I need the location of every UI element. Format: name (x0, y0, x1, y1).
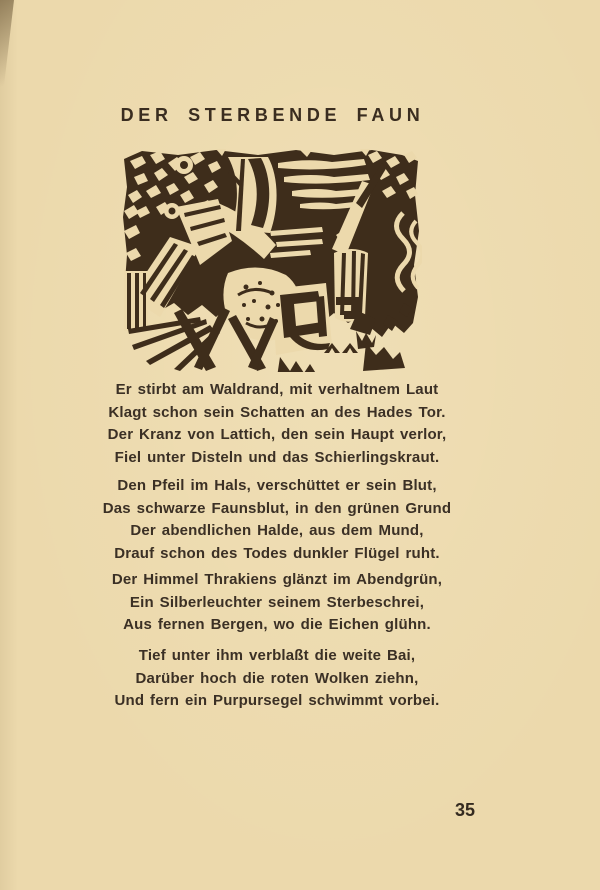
poem-line: Klagt schon sein Schatten an des Hades Tor. (108, 403, 446, 421)
woodcut-image (120, 147, 422, 372)
poem-stanza-1 (0, 379, 554, 469)
poem-line: Den Pfeil im Hals, verschüttet er sein Blut, (117, 477, 437, 494)
poem-line: Drauf schon des Todes dunkler Flügel ruht. (114, 544, 440, 562)
poem-line: Der abendlichen Halde, aus dem Mund, (130, 522, 424, 540)
page-number: 35 (454, 800, 476, 820)
poem-stanza-4 (0, 645, 554, 713)
poem-line: Darüber hoch die roten Wolken ziehn, (135, 669, 419, 687)
poem-line: Das schwarze Faunsblut, in den grünen Grund (102, 499, 452, 517)
poem-stanza-2 (0, 475, 554, 565)
poem-title: DER STERBENDE FAUN (120, 105, 425, 125)
poem-line: Ein Silberleuchter seinem Sterbeschrei, (129, 593, 425, 611)
poem-line: Aus fernen Bergen, wo die Eichen glühn. (123, 616, 431, 634)
poem-stanza-3 (0, 569, 554, 637)
woodcut-illustration (120, 147, 422, 372)
poem-line: Und fern ein Purpursegel schwimmt vorbei. (114, 692, 440, 710)
page-edge-shadow (0, 0, 14, 120)
poem-line: Der Himmel Thrakiens glänzt im Abendgrün, (111, 571, 443, 588)
poem-line: Der Kranz von Lattich, den sein Haupt verlor, (107, 426, 447, 444)
poem-line: Er stirbt am Waldrand, mit verhaltnem Laut (115, 381, 439, 398)
poem-line: Fiel unter Disteln und das Schierlingskraut. (114, 448, 440, 466)
poem-line: Tief unter ihm verblaßt die weite Bai, (138, 647, 416, 664)
